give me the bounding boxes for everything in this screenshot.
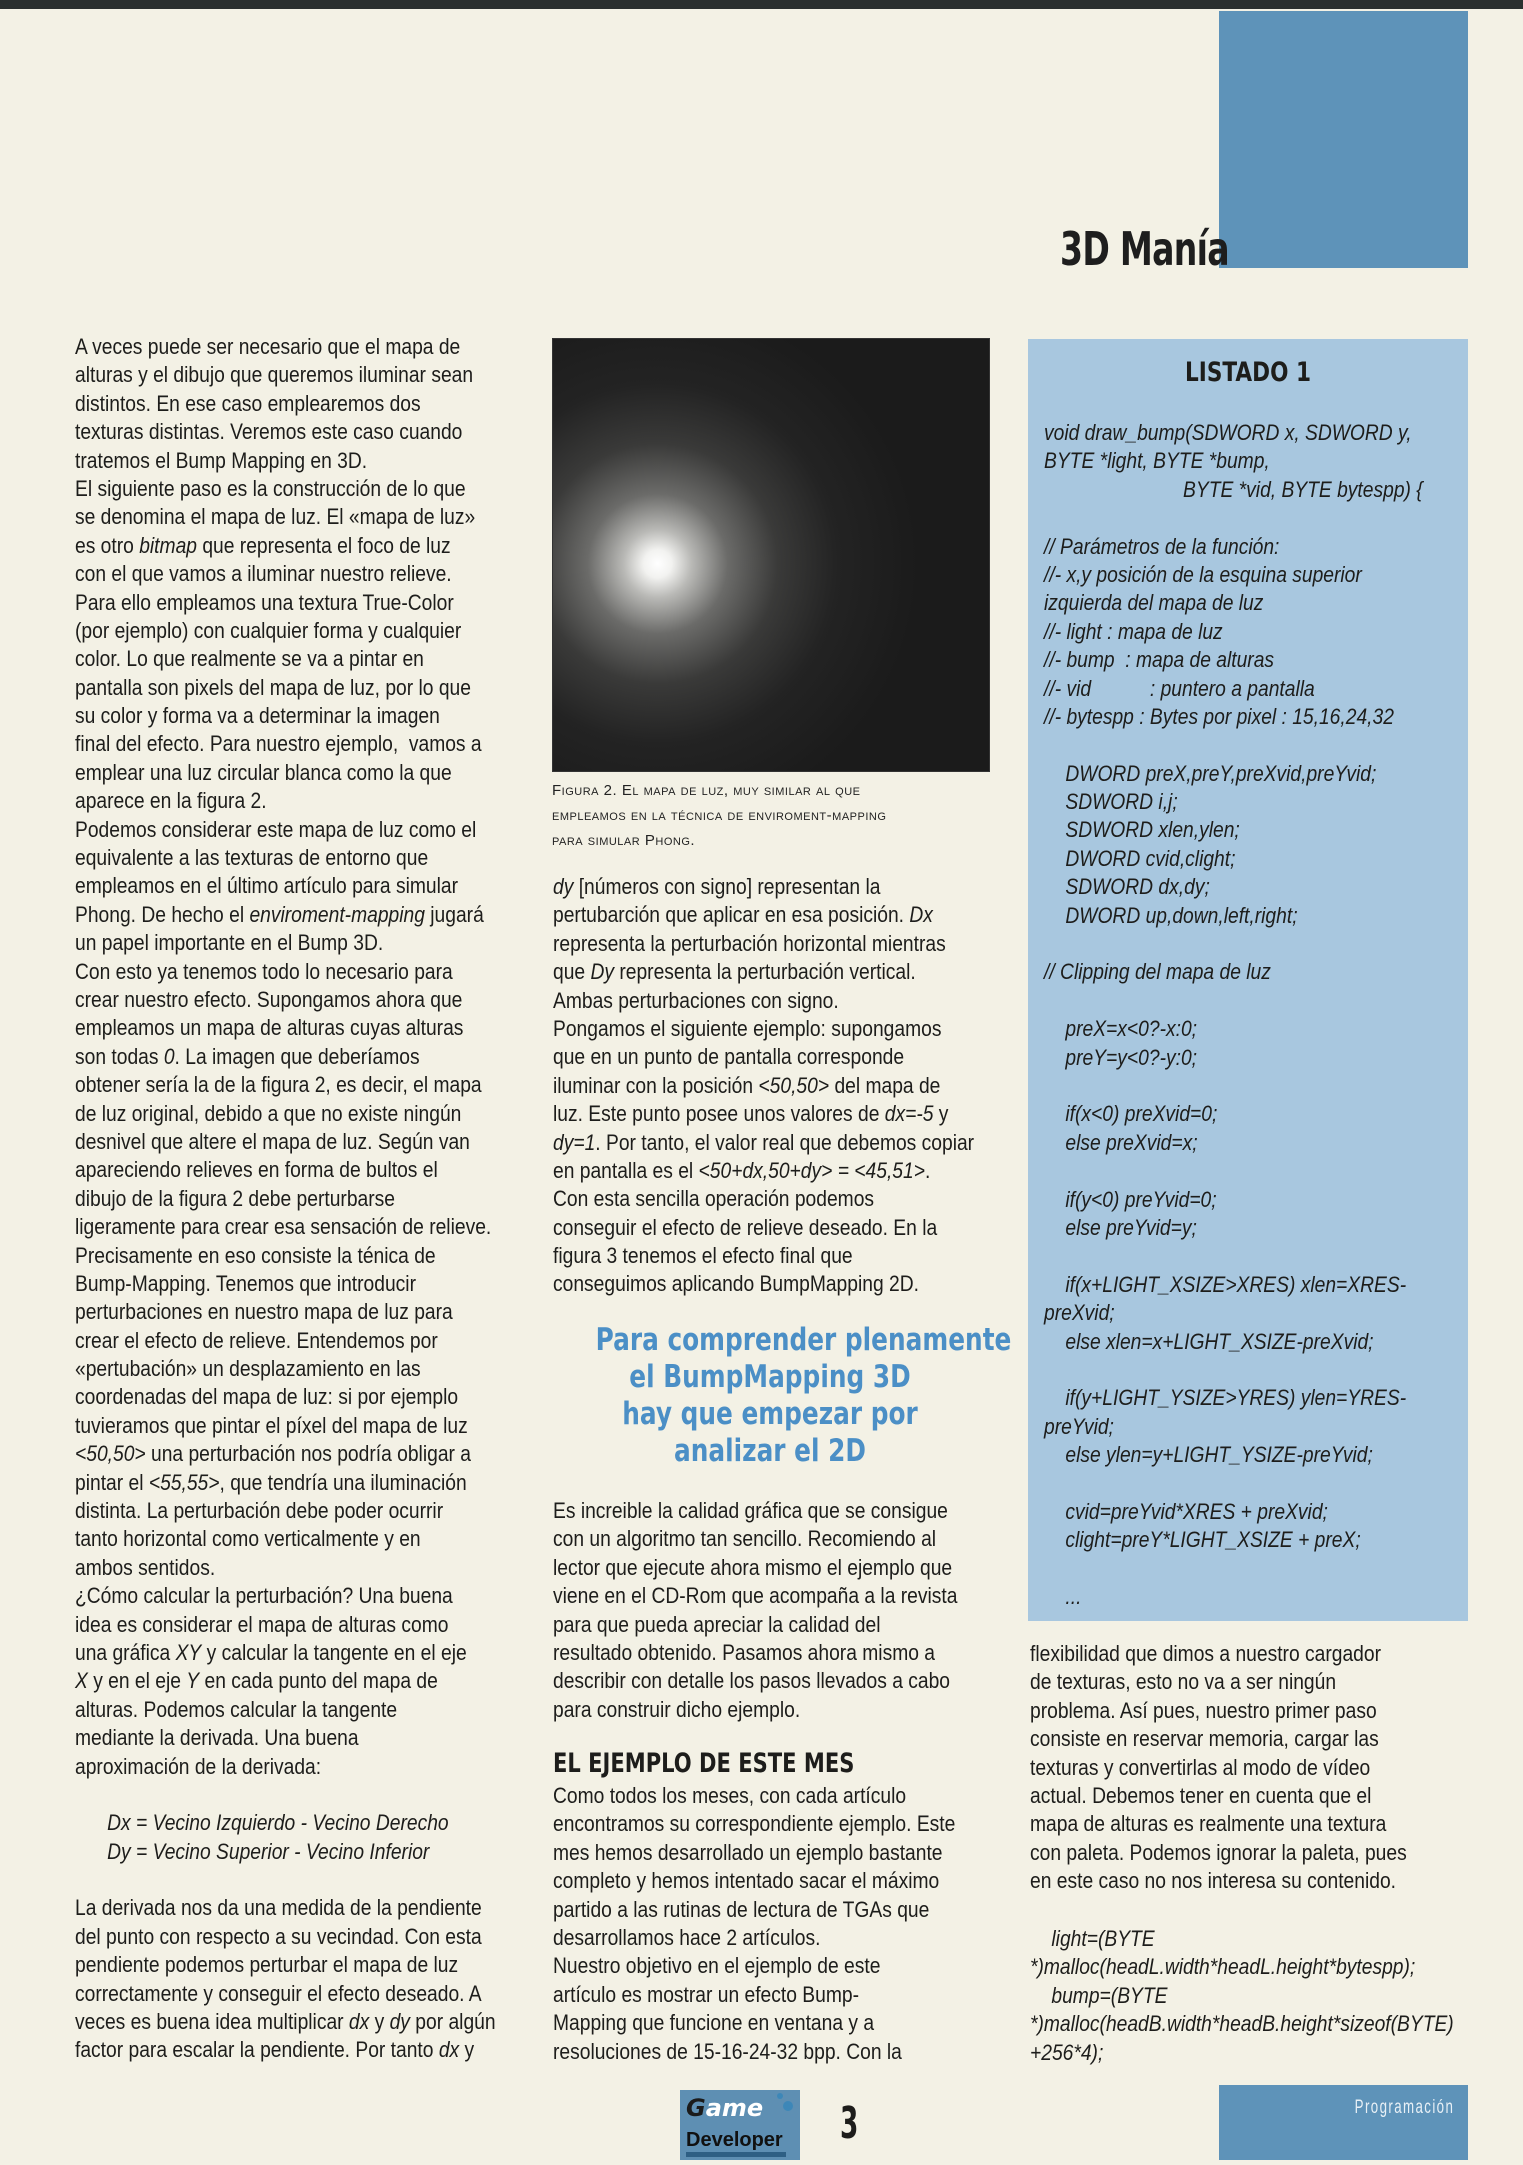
page-number: 3 xyxy=(840,2098,859,2149)
text-line xyxy=(1044,504,1423,532)
text-segment: jugará xyxy=(424,901,484,927)
text-line: Es increible la calidad gráfica que se consigue xyxy=(553,1498,948,1523)
text-line: color. Lo que realmente se va a pintar en xyxy=(75,646,424,672)
text-line: completo y hemos intentado sacar el máximo xyxy=(553,1868,940,1894)
italic-text: <55,55> xyxy=(148,1469,220,1495)
listing-title: LISTADO 1 xyxy=(1185,357,1311,388)
italic-text: dy xyxy=(553,874,574,899)
text-segment: y xyxy=(933,1101,949,1127)
text-segment xyxy=(75,1810,107,1835)
text-line xyxy=(1044,1242,1423,1270)
middle-column-text-3 xyxy=(553,1782,955,2066)
text-line: //- bytespp : Bytes por pixel : 15,16,24,32 xyxy=(1044,703,1394,729)
text-line: else preXvid=x; xyxy=(1044,1129,1198,1155)
text-line: El siguiente paso es la construcción de lo que xyxy=(75,475,466,501)
text-line: desarrollamos hace 2 artículos. xyxy=(553,1924,821,1950)
svg-text:Developer: Developer xyxy=(686,2129,783,2151)
text-line: artículo es mostrar un efecto Bump- xyxy=(553,1981,859,2007)
italic-text: dy xyxy=(389,2009,410,2035)
text-line: if(y<0) preYvid=0; xyxy=(1044,1186,1217,1212)
middle-column-text-1 xyxy=(553,873,974,1299)
text-line xyxy=(75,1639,496,1667)
text-line xyxy=(1044,1356,1423,1384)
text-line: alturas y el dibujo que queremos iluminar sean xyxy=(75,362,474,388)
text-line: del punto con respecto a su vecindad. Con esta xyxy=(75,1923,482,1949)
text-segment: en pantalla es el xyxy=(553,1157,699,1183)
svg-text:Game: Game xyxy=(686,2094,764,2122)
text-line: «pertubación» un desplazamiento en las xyxy=(75,1356,421,1382)
text-line: Para comprender plenamente xyxy=(595,1322,1012,1358)
text-line: Ambas perturbaciones con signo. xyxy=(553,987,839,1013)
text-line: DWORD up,down,left,right; xyxy=(1044,902,1298,928)
text-line: BYTE *light, BYTE *bump, xyxy=(1044,448,1270,474)
text-segment: . La imagen que deberíamos xyxy=(174,1043,420,1069)
text-line: viene en el CD-Rom que acompaña a la revista xyxy=(553,1583,958,1609)
text-line: coordenadas del mapa de luz: si por ejemplo xyxy=(75,1384,459,1410)
text-line: figura 3 tenemos el efecto final que xyxy=(553,1243,853,1269)
text-line: empleamos un mapa de alturas cuyas alturas xyxy=(75,1015,464,1041)
italic-text: bitmap xyxy=(139,532,197,558)
text-line: alturas. Podemos calcular la tangente xyxy=(75,1696,398,1722)
text-line: //- x,y posición de la esquina superior xyxy=(1044,561,1362,587)
text-line: conseguir el efecto de relieve deseado. En la xyxy=(553,1214,938,1240)
text-line: conseguimos aplicando BumpMapping 2D. xyxy=(553,1271,919,1297)
text-line: izquierda del mapa de luz xyxy=(1044,590,1264,616)
text-line: *)malloc(headL.width*headL.height*bytespp); xyxy=(1030,1954,1416,1980)
section-footer-label: Programación xyxy=(1354,2097,1454,2118)
text-line: cvid=preYvid*XRES + preXvid; xyxy=(1044,1498,1328,1524)
text-line: en este caso no nos interesa su contenido. xyxy=(1030,1868,1396,1894)
text-line: actual. Debemos tener en cuenta que el xyxy=(1030,1782,1372,1808)
text-segment: . xyxy=(924,1157,931,1183)
text-segment: en cada punto del mapa de xyxy=(199,1668,438,1694)
text-line: Con esta sencilla operación podemos xyxy=(553,1186,875,1212)
text-line: dibujo de la figura 2 debe perturbarse xyxy=(75,1185,395,1211)
text-line: SDWORD xlen,ylen; xyxy=(1044,817,1240,843)
text-segment: una gráfica xyxy=(75,1639,176,1665)
text-line: Podemos considerar este mapa de luz como el xyxy=(75,816,477,842)
text-line: distinta. La perturbación debe poder ocurrir xyxy=(75,1498,444,1524)
text-line xyxy=(75,1440,496,1468)
text-line: A veces puede ser necesario que el mapa de xyxy=(75,334,461,359)
italic-text: <50+dx,50+dy> = <45,51> xyxy=(698,1157,925,1183)
text-segment: . Por tanto, el valor real que debemos copiar xyxy=(595,1129,975,1155)
text-segment: y xyxy=(369,2009,390,2035)
text-line: flexibilidad que dimos a nuestro cargador xyxy=(1030,1641,1381,1666)
text-line: problema. Así pues, nuestro primer paso xyxy=(1030,1697,1377,1723)
text-line: desnivel que altere el mapa de luz. Según van xyxy=(75,1128,470,1154)
text-line: Con esto ya tenemos todo lo necesario para xyxy=(75,958,453,984)
text-line: if(x+LIGHT_XSIZE>XRES) xlen=XRES- xyxy=(1044,1271,1407,1297)
text-line: La derivada nos da una medida de la pendiente xyxy=(75,1895,482,1921)
text-segment: pintar el xyxy=(75,1469,149,1495)
italic-text: <50,50> xyxy=(758,1072,830,1098)
text-line: emplear una luz circular blanca como la que xyxy=(75,759,452,785)
text-line: representa la perturbación horizontal mientras xyxy=(553,930,946,956)
text-line: resultado obtenido. Pasamos ahora mismo a xyxy=(553,1639,936,1665)
text-line xyxy=(553,958,974,986)
right-column-code xyxy=(1030,1925,1454,2067)
text-line: se denomina el mapa de luz. El «mapa de luz» xyxy=(75,504,476,530)
header-color-block xyxy=(1219,11,1468,268)
text-line xyxy=(75,2008,496,2036)
text-line xyxy=(75,901,496,929)
text-segment: y en el eje xyxy=(87,1668,187,1694)
text-segment: que representa el foco de luz xyxy=(196,532,451,558)
text-line: correctamente y conseguir el efecto deseado. A xyxy=(75,1980,482,2006)
italic-text: Dy xyxy=(590,959,615,985)
text-line xyxy=(1044,1469,1423,1497)
text-line xyxy=(1044,731,1423,759)
text-line: de luz original, debido a que no existe ningún xyxy=(75,1100,462,1126)
pull-quote xyxy=(552,1322,1012,1470)
text-line: if(x<0) preXvid=0; xyxy=(1044,1101,1218,1127)
italic-text: dx xyxy=(348,2009,370,2035)
text-line xyxy=(553,1072,974,1100)
text-segment: , que tendría una iluminación xyxy=(219,1469,467,1495)
text-line: resoluciones de 15-16-24-32 bpp. Con la xyxy=(553,2038,902,2064)
text-line: ambos sentidos. xyxy=(75,1554,216,1580)
italic-text: <50,50> xyxy=(75,1441,146,1467)
text-line: obtener sería la de la figura 2, es decir, el mapa xyxy=(75,1072,482,1098)
middle-column-text-2 xyxy=(553,1497,957,1724)
text-segment: una perturbación nos podría obligar a xyxy=(145,1441,471,1467)
text-line: SDWORD i,j; xyxy=(1044,789,1178,815)
text-line xyxy=(1044,1157,1423,1185)
italic-text: dy=1 xyxy=(553,1129,596,1155)
text-segment: son todas xyxy=(75,1043,164,1069)
text-line: aparece en la figura 2. xyxy=(75,788,267,814)
text-segment: Phong. De hecho el xyxy=(75,901,250,927)
text-line: analizar el 2D xyxy=(674,1433,866,1469)
text-segment: y xyxy=(459,2037,475,2063)
text-line: consiste en reservar memoria, cargar las xyxy=(1030,1726,1379,1752)
text-line xyxy=(75,1043,496,1071)
text-line: distintos. En ese caso emplearemos dos xyxy=(75,390,421,416)
left-column-text xyxy=(75,333,496,2065)
text-segment: representa la perturbación vertical. xyxy=(614,959,916,985)
text-line: Como todos los meses, con cada artículo xyxy=(553,1783,907,1808)
text-line xyxy=(553,873,974,901)
italic-text: Dy = Vecino Superior - Vecino Inferior xyxy=(107,1838,430,1864)
text-line: ... xyxy=(1044,1584,1082,1610)
text-line xyxy=(75,1838,496,1866)
text-line xyxy=(75,1866,496,1894)
text-line: crear nuestro efecto. Supongamos ahora que xyxy=(75,986,463,1012)
text-line: DWORD cvid,clight; xyxy=(1044,845,1236,871)
text-line: que en un punto de pantalla corresponde xyxy=(553,1044,905,1070)
text-line: light=(BYTE xyxy=(1030,1926,1155,1951)
text-line: mediante la derivada. Una buena xyxy=(75,1725,359,1751)
text-segment: iluminar con la posición xyxy=(553,1072,759,1098)
italic-text: dx=-5 xyxy=(884,1101,934,1127)
text-line: preX=x<0?-x:0; xyxy=(1044,1016,1198,1042)
text-line: preY=y<0?-y:0; xyxy=(1044,1044,1198,1070)
text-line: pantalla son pixels del mapa de luz, por lo que xyxy=(75,674,471,700)
text-line: partido a las rutinas de lectura de TGAs que xyxy=(553,1896,930,1922)
text-line: SDWORD dx,dy; xyxy=(1044,874,1210,900)
text-line: tuvieramos que pintar el píxel del mapa de luz xyxy=(75,1412,468,1438)
text-line: preXvid; xyxy=(1044,1300,1115,1326)
text-line: else preYvid=y; xyxy=(1044,1214,1197,1240)
text-line: if(y+LIGHT_YSIZE>YRES) ylen=YRES- xyxy=(1044,1385,1407,1411)
text-line: un papel importante en el Bump 3D. xyxy=(75,930,384,956)
text-segment: y calcular la tangente en el eje xyxy=(201,1639,467,1665)
text-line: empleamos en el último artículo para simular xyxy=(75,873,459,899)
text-segment: veces es buena idea multiplicar xyxy=(75,2009,349,2035)
text-line: mes hemos desarrollado un ejemplo bastante xyxy=(553,1839,943,1865)
text-line: su color y forma va a determinar la imagen xyxy=(75,703,440,729)
italic-text: enviroment-mapping xyxy=(249,901,425,927)
text-line: el BumpMapping 3D xyxy=(629,1359,911,1395)
text-line: mapa de alturas es realmente una textura xyxy=(1030,1811,1387,1837)
text-line: // Parámetros de la función: xyxy=(1044,533,1280,559)
text-line: apareciendo relieves en forma de bultos el xyxy=(75,1157,438,1183)
top-bar xyxy=(0,0,1523,9)
text-line: (por ejemplo) con cualquier forma y cualquier xyxy=(75,617,462,643)
text-line: Figura 2. El mapa de luz, muy similar al que xyxy=(552,782,861,799)
figure-2-caption xyxy=(552,778,988,853)
text-line: tanto horizontal como verticalmente y en xyxy=(75,1526,421,1552)
text-line: Pongamos el siguiente ejemplo: supongamos xyxy=(553,1015,942,1041)
italic-text: dx xyxy=(438,2037,460,2063)
text-segment: factor para escalar la pendiente. Por tanto xyxy=(75,2037,439,2063)
text-line: tratemos el Bump Mapping en 3D. xyxy=(75,447,368,473)
italic-text: 0 xyxy=(163,1043,175,1069)
code-listing-box xyxy=(1028,339,1468,1621)
text-line: //- vid : puntero a pantalla xyxy=(1044,675,1315,701)
text-line: DWORD preX,preY,preXvid,preYvid; xyxy=(1044,760,1377,786)
text-line xyxy=(553,1129,974,1157)
text-line: con el que vamos a iluminar nuestro relieve. xyxy=(75,561,452,587)
subheading-ejemplo: EL EJEMPLO DE ESTE MES xyxy=(553,1748,855,1779)
right-column-text xyxy=(1030,1640,1407,1896)
text-line xyxy=(75,1667,496,1695)
text-line: else ylen=y+LIGHT_YSIZE-preYvid; xyxy=(1044,1442,1373,1468)
text-segment: por algún xyxy=(409,2009,496,2035)
italic-text: Dx = Vecino Izquierdo - Vecino Derecho xyxy=(107,1810,449,1836)
text-segment xyxy=(75,1839,107,1864)
text-line xyxy=(1044,987,1423,1015)
text-line xyxy=(75,532,496,560)
text-line: else xlen=x+LIGHT_XSIZE-preXvid; xyxy=(1044,1328,1374,1354)
text-line: ¿Cómo calcular la perturbación? Una buena xyxy=(75,1583,453,1609)
text-line: para construir dicho ejemplo. xyxy=(553,1696,801,1722)
text-line: equivalente a las texturas de entorno que xyxy=(75,845,429,871)
text-line: idea es considerar el mapa de alturas como xyxy=(75,1611,449,1637)
text-line: de texturas, esto no va a ser ningún xyxy=(1030,1669,1337,1695)
text-line: Nuestro objetivo en el ejemplo de este xyxy=(553,1953,881,1979)
text-line xyxy=(75,1469,496,1497)
text-line xyxy=(553,1157,974,1185)
text-line xyxy=(75,1781,496,1809)
text-line: crear el efecto de relieve. Entendemos por xyxy=(75,1327,438,1353)
text-line: lector que ejecute ahora mismo el ejemplo que xyxy=(553,1554,953,1580)
text-line: final del efecto. Para nuestro ejemplo, vamos a xyxy=(75,731,482,757)
section-title: 3D Manía xyxy=(1060,222,1229,276)
text-line: +256*4); xyxy=(1030,2039,1104,2065)
text-line: texturas y convertirlas al modo de vídeo xyxy=(1030,1754,1371,1780)
game-developer-logo xyxy=(680,2082,830,2160)
text-line: describir con detalle los pasos llevados a cabo xyxy=(553,1668,951,1694)
text-segment: luz. Este punto posee unos valores de xyxy=(553,1101,885,1127)
text-line: Bump-Mapping. Tenemos que introducir xyxy=(75,1270,416,1296)
italic-text: Y xyxy=(186,1668,200,1694)
text-segment: [números con signo] representan la xyxy=(573,874,881,899)
text-line: texturas distintas. Veremos este caso cuando xyxy=(75,419,463,445)
text-line xyxy=(1044,1555,1423,1583)
text-line xyxy=(75,1809,496,1837)
text-line: empleamos en la técnica de enviroment-mapping xyxy=(552,807,887,824)
text-line: preYvid; xyxy=(1044,1413,1114,1439)
text-line: void draw_bump(SDWORD x, SDWORD y, xyxy=(1044,420,1412,445)
text-line: //- bump : mapa de alturas xyxy=(1044,647,1275,673)
text-line: para que pueda apreciar la calidad del xyxy=(553,1611,881,1637)
text-segment: del mapa de xyxy=(829,1072,941,1098)
text-line: hay que empezar por xyxy=(622,1396,918,1432)
italic-text: Dx xyxy=(909,902,933,928)
text-line: pendiente podemos perturbar el mapa de luz xyxy=(75,1952,459,1978)
text-line: con un algoritmo tan sencillo. Recomiendo al xyxy=(553,1526,937,1552)
listing-code xyxy=(1044,419,1423,1611)
text-line: perturbaciones en nuestro mapa de luz para xyxy=(75,1299,453,1325)
text-line: Precisamente en eso consiste la ténica de xyxy=(75,1242,436,1268)
text-line: Para ello empleamos una textura True-Color xyxy=(75,589,454,615)
section-footer-block xyxy=(1219,2085,1468,2160)
text-segment: es otro xyxy=(75,532,140,558)
text-line: encontramos su correspondiente ejemplo. Este xyxy=(553,1811,956,1837)
text-segment: pertubarción que aplicar en esa posición. xyxy=(553,902,910,928)
text-line: BYTE *vid, BYTE bytespp) { xyxy=(1044,476,1423,502)
text-line: // Clipping del mapa de luz xyxy=(1044,959,1271,985)
text-line: *)malloc(headB.width*headB.height*sizeof(BYTE) xyxy=(1030,2011,1454,2037)
text-line: aproximación de la derivada: xyxy=(75,1753,322,1779)
figure-2-light-map-image xyxy=(552,338,990,772)
text-line xyxy=(1044,930,1423,958)
text-line: ligeramente para crear esa sensación de relieve. xyxy=(75,1214,492,1240)
text-line: //- light : mapa de luz xyxy=(1044,618,1223,644)
text-line xyxy=(1044,1072,1423,1100)
text-line xyxy=(553,901,974,929)
text-line: para simular Phong. xyxy=(552,832,696,849)
text-line: clight=preY*LIGHT_XSIZE + preX; xyxy=(1044,1527,1361,1553)
text-line: con paleta. Podemos ignorar la paleta, pues xyxy=(1030,1839,1407,1865)
italic-text: XY xyxy=(175,1639,202,1665)
text-line xyxy=(553,1100,974,1128)
text-line: bump=(BYTE xyxy=(1030,1982,1168,2008)
italic-text: X xyxy=(75,1668,88,1694)
text-segment: que xyxy=(553,959,591,985)
text-line: Mapping que funcione en ventana y a xyxy=(553,2010,875,2036)
text-line xyxy=(75,2036,496,2064)
